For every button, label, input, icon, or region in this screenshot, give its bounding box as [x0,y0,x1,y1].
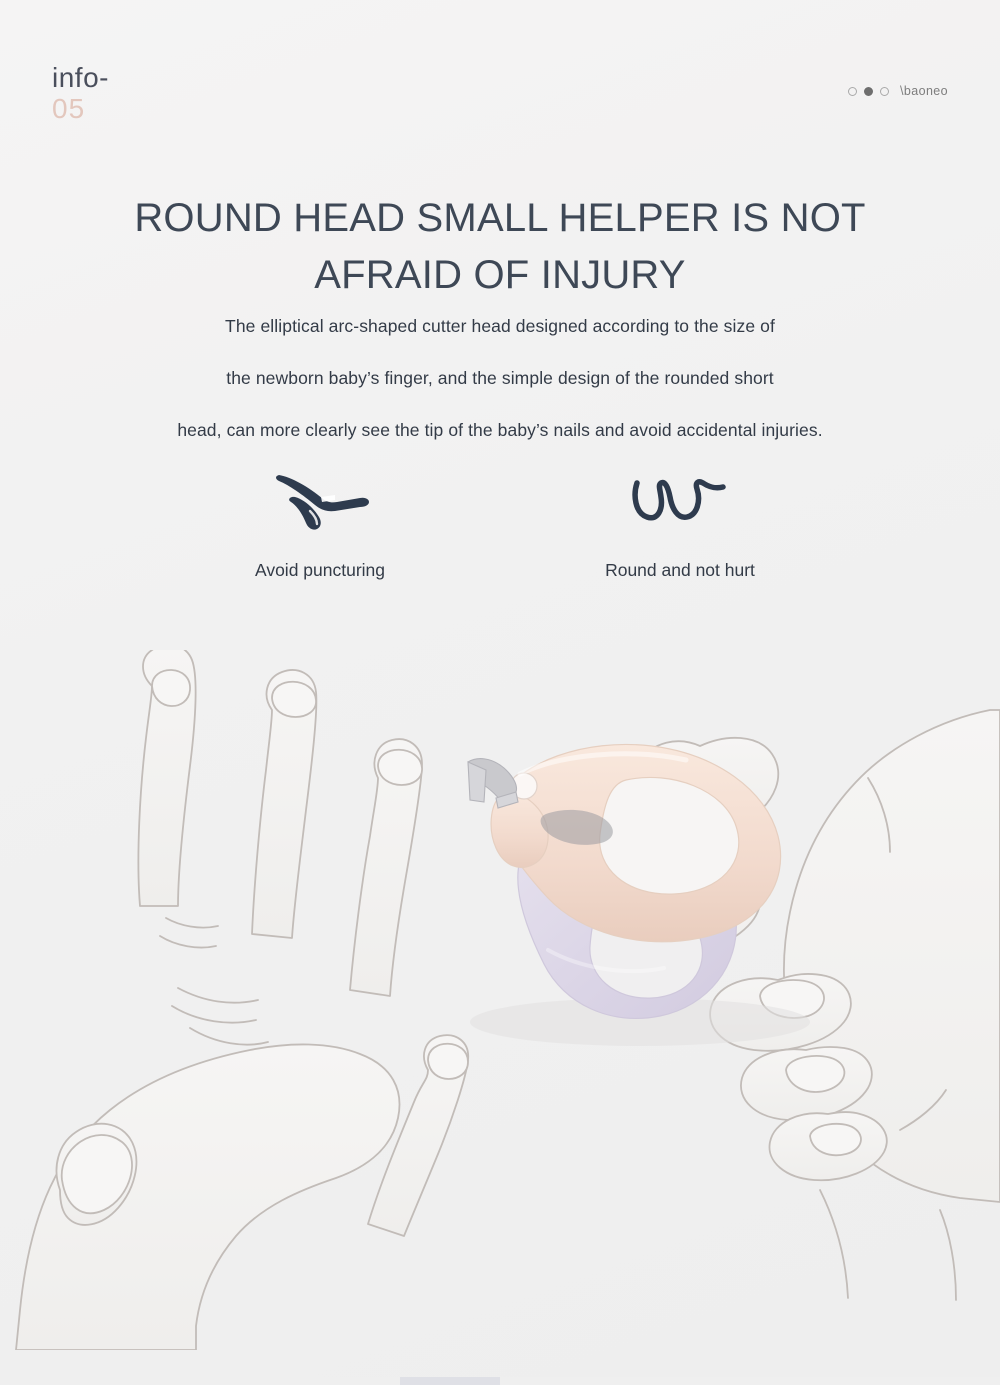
product-illustration [0,650,1000,1350]
page-title: ROUND HEAD SMALL HELPER IS NOT AFRAID OF INJURY [134,195,866,297]
brand-mark [848,84,948,98]
nail-clipper-pointed-icon [190,462,450,542]
wave-curve-icon [550,462,810,542]
baby-hand-outline [16,650,468,1350]
brand-dot-1-icon [848,87,857,96]
strip-segment-right [500,1377,1000,1385]
feature-item-round-not-hurt [550,462,810,581]
info-number: 05 [52,93,86,125]
brand-dot-3-icon [880,87,889,96]
feature-list [0,462,1000,581]
description-block [0,300,1000,456]
feature-caption: Round and not hurt [605,560,755,580]
description-line-2: the newborn baby’s finger, and the simple design of the rounded short [226,368,774,388]
strip-segment-center [400,1377,500,1385]
strip-segment-left [0,1377,400,1385]
section-number-label [52,62,109,125]
brand-name: \baoneo [900,84,948,98]
info-word: info- [52,62,109,93]
feature-item-avoid-puncturing [190,462,450,581]
description-line-3: head, can more clearly see the tip of the baby’s nails and avoid accidental injuries. [177,420,823,440]
bottom-color-strip [0,1377,1000,1385]
description-line-1: The elliptical arc-shaped cutter head designed according to the size of [225,316,775,336]
feature-caption: Avoid puncturing [254,560,386,580]
brand-dot-2-icon [864,87,873,96]
